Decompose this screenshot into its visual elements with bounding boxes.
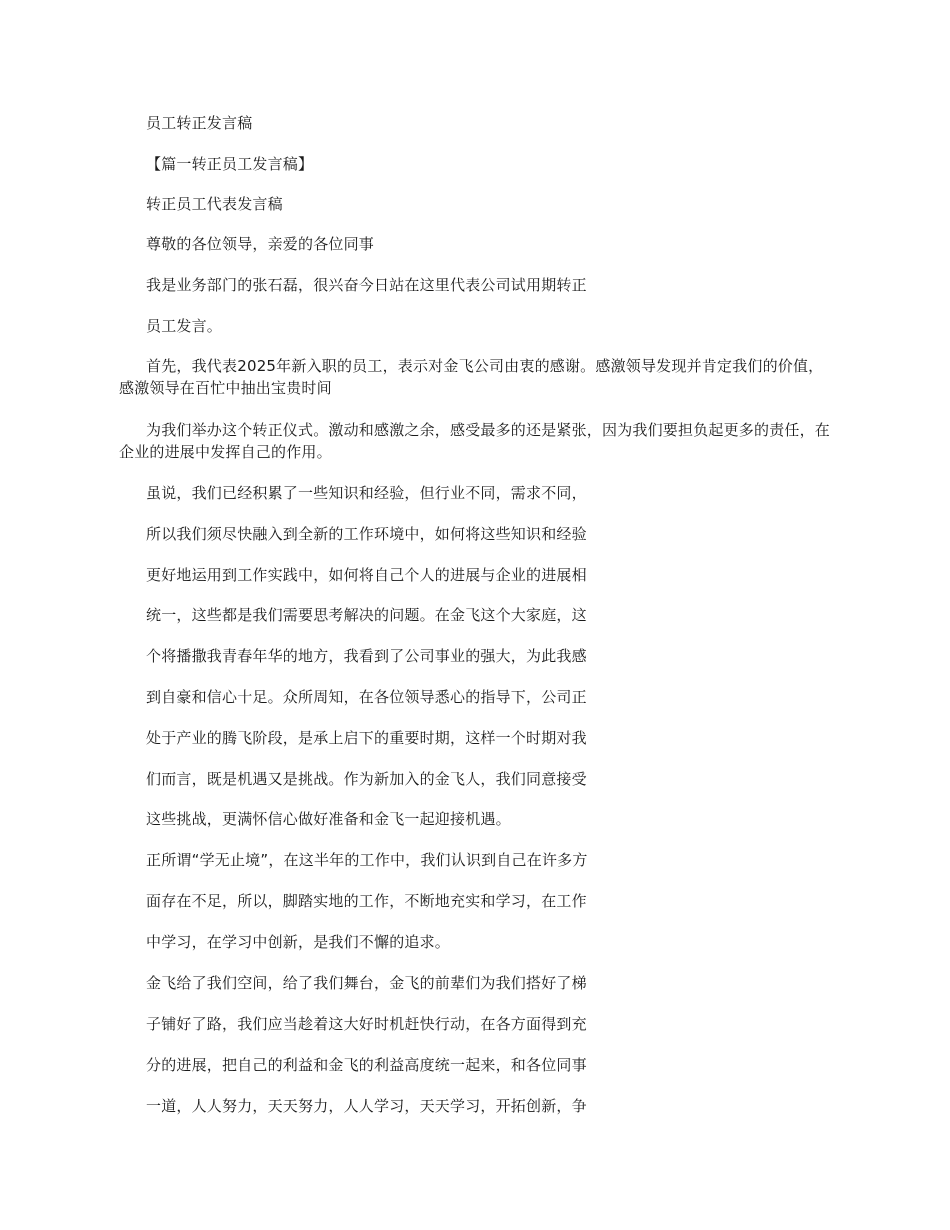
text-line: 分的进展，把自己的利益和金飞的利益高度统一起来，和各位同事 [146,1056,587,1074]
text-line: 中学习，在学习中创新，是我们不懈的追求。 [146,933,451,951]
text-line: 员工发言。 [146,317,223,335]
paragraph: 为我们举办这个转正仪式。激动和感激之余，感受最多的还是紧张，因为我们要担负起更多的责任，在企业的进展中发挥自己的作用。 [119,421,831,461]
text-line: 虽说，我们已经积累了一些知识和经验，但行业不同，需求不同， [146,484,587,502]
text-line: 子铺好了路，我们应当趁着这大好时机赶快行动，在各方面得到充 [146,1015,587,1033]
text-line: 更好地运用到工作实践中，如何将自己个人的进展与企业的进展相 [146,566,587,584]
section-heading: 【篇一转正员工发言稿】 [146,155,314,173]
text-line: 统一，这些都是我们需要思考解决的问题。在金飞这个大家庭，这 [146,606,587,624]
document-title: 员工转正发言稿 [146,114,253,132]
text-line: 面存在不足，所以，脚踏实地的工作，不断地充实和学习，在工作 [146,892,587,910]
document-subtitle: 转正员工代表发言稿 [146,195,283,213]
text-line: 们而言，既是机遇又是挑战。作为新加入的金飞人，我们同意接受 [146,770,587,788]
paragraph: 首先，我代表2025年新入职的员工，表示对金飞公司由衷的感谢。感激领导发现并肯定我们的价值，感激领导在百忙中抽出宝贵时间 [119,357,824,397]
text-line: 处于产业的腾飞阶段，是承上启下的重要时期，这样一个时期对我 [146,729,587,747]
text-line: 一道，人人努力，天天努力，人人学习，天天学习，开拓创新，争 [146,1097,587,1115]
text-line: 个将播撒我青春年华的地方，我看到了公司事业的强大，为此我感 [146,647,587,665]
text-line: 正所谓“学无止境”，在这半年的工作中，我们认识到自己在许多方 [146,851,588,869]
text-line: 金飞给了我们空间，给了我们舞台，金飞的前辈们为我们搭好了梯 [146,974,587,992]
salutation: 尊敬的各位领导，亲爱的各位同事 [146,235,375,253]
text-line: 我是业务部门的张石磊，很兴奋今日站在这里代表公司试用期转正 [146,276,587,294]
text-line: 所以我们须尽快融入到全新的工作环境中，如何将这些知识和经验 [146,525,587,543]
text-line: 这些挑战，更满怀信心做好准备和金飞一起迎接机遇。 [146,810,511,828]
text-line: 到自豪和信心十足。众所周知，在各位领导悉心的指导下，公司正 [146,688,587,706]
